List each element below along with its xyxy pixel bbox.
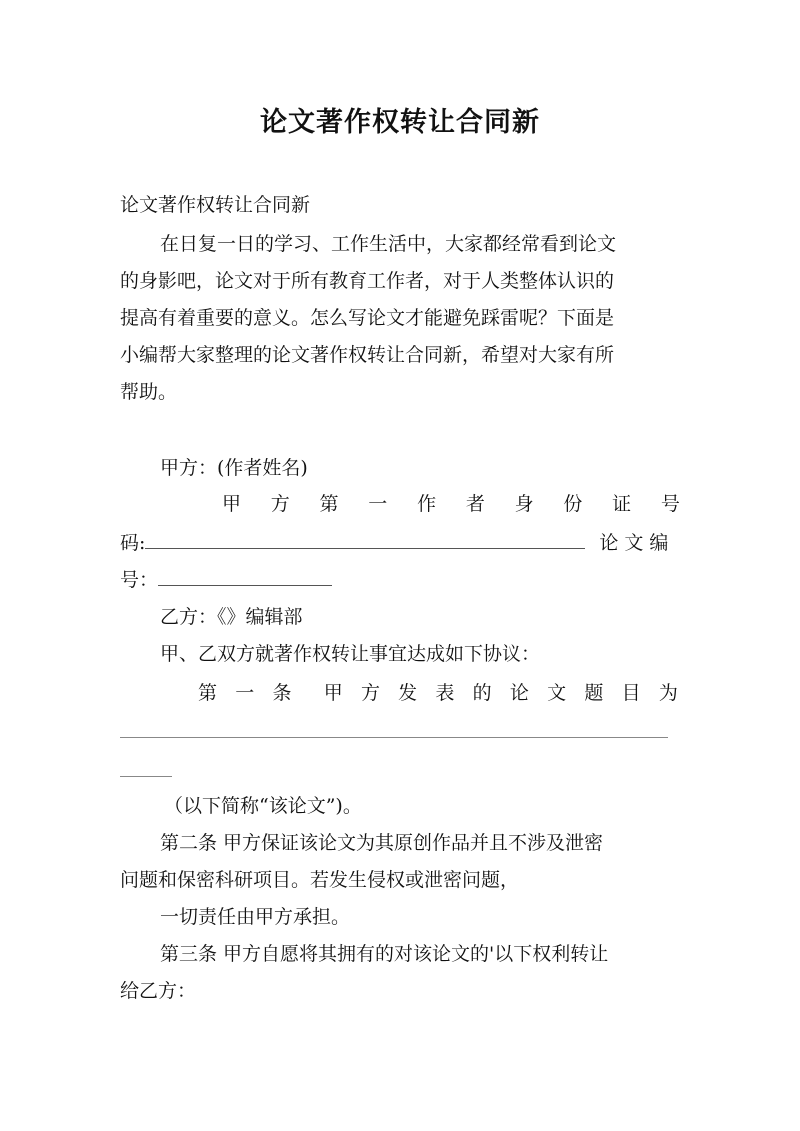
clause-char: 第 — [198, 682, 218, 704]
clause-char: 目 — [621, 682, 641, 704]
id-char: 证 — [612, 493, 632, 515]
clause-2-line-1: 第二条 甲方保证该论文为其原创作品并且不涉及泄密 — [160, 832, 604, 854]
document-title: 论文著作权转让合同新 — [260, 107, 540, 138]
paper-no-tail: 号： — [120, 569, 159, 591]
title-blank-line-2 — [120, 776, 172, 777]
clause-3-line-2: 给乙方： — [120, 980, 197, 1002]
id-char: 身 — [514, 493, 534, 515]
clause-2-line-2: 问题和保密科研项目。若发生侵权或泄密问题， — [120, 869, 520, 891]
paper-no-row — [120, 567, 680, 593]
clause-3-line-1: 第三条 甲方自愿将其拥有的对该论文的'以下权利转让 — [160, 943, 609, 965]
agreement-intro: 甲、乙双方就著作权转让事宜达成如下协议： — [160, 643, 541, 665]
clause-char: 为 — [658, 682, 678, 704]
id-char: 第 — [319, 493, 339, 515]
id-number-row — [120, 530, 680, 556]
paper-no-label: 论文编 — [599, 532, 675, 554]
id-char: 份 — [563, 493, 583, 515]
clause-char: 文 — [547, 682, 567, 704]
party-a-label: 甲方：(作者姓名) — [160, 457, 308, 479]
intro-line-2: 的身影吧，论文对于所有教育工作者，对于人类整体认识的 — [120, 270, 615, 292]
clause-char: 的 — [472, 682, 492, 704]
id-char: 甲 — [222, 493, 242, 515]
intro-line-1: 在日复一日的学习、工作生活中，大家都经常看到论文 — [160, 233, 617, 255]
id-char: 方 — [270, 493, 290, 515]
clause-char: 方 — [360, 682, 380, 704]
id-number-blank — [145, 530, 585, 549]
paper-no-blank — [158, 567, 332, 586]
clause-char: 甲 — [323, 682, 343, 704]
clause-char: 表 — [435, 682, 455, 704]
id-number-label — [222, 491, 680, 517]
id-char: 作 — [417, 493, 437, 515]
id-char: 者 — [465, 493, 485, 515]
intro-line-4: 小编帮大家整理的论文著作权转让合同新，希望对大家有所 — [120, 344, 615, 366]
clause-1-tail: （以下简称“该论文”)。 — [164, 795, 362, 817]
clause-char: 条 — [272, 682, 292, 704]
document-subtitle: 论文著作权转让合同新 — [120, 194, 311, 216]
clause-char: 一 — [235, 682, 255, 704]
clause-char: 题 — [584, 682, 604, 704]
intro-line-5: 帮助。 — [120, 381, 178, 403]
clause-1-line — [198, 680, 678, 706]
intro-line-3: 提高有着重要的意义。怎么写论文才能避免踩雷呢？下面是 — [120, 307, 615, 329]
title-blank-line-1 — [120, 737, 668, 738]
party-b-label: 乙方：《》编辑部 — [160, 606, 303, 628]
clause-char: 发 — [398, 682, 418, 704]
id-char: 号 — [660, 493, 680, 515]
clause-2-line-3: 一切责任由甲方承担。 — [160, 906, 351, 928]
id-char: 一 — [368, 493, 388, 515]
id-label-tail: 码: — [120, 532, 146, 554]
clause-char: 论 — [509, 682, 529, 704]
